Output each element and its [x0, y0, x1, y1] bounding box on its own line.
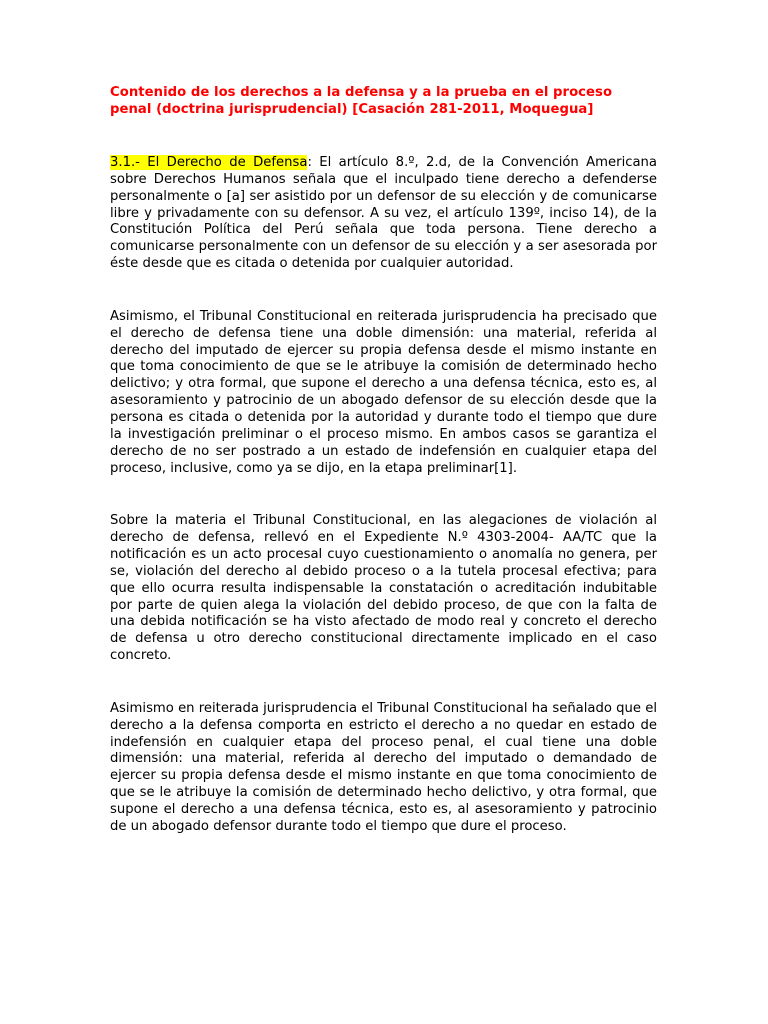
paragraph-derecho-defensa: [110, 155, 657, 273]
paragraph-tribunal-doble-dimension: [110, 309, 657, 477]
paragraph-indefension: [110, 701, 657, 836]
paragraph-text: : El artículo 8.º, 2.d, de la Convención Americana sobre Derechos Humanos señala que el inculpado tiene derecho a defenderse personalmente o [a] ser asistido por un defensor de su elección y de comunicarse libre y privadamente con su defensor. A su vez, el artículo 139º, inciso 14), de la Constitución Política del Perú señala que toda persona. Tiene derecho a comunicarse personalmente con un defensor de su elección y a ser asesorada por éste desde que es citada o detenida por cualquier autoridad.: [110, 155, 658, 272]
paragraph-text: Sobre la materia el Tribunal Constitucional, en las alegaciones de violación al derecho de defensa, rellevó en el Expediente N.º 4303-2004- AA/TC que la notificación es un acto procesal cuyo cuestionamiento o anomalía no genera, per se, violación del derecho al debido proceso o a la tutela procesal efectiva; para que ello ocurra resulta indispensable la constatación o acreditación indubitable por parte de quien alega la violación del debido proceso, de que con la falta de una debida notificación se ha visto afectado de modo real y concreto el derecho de defensa u otro derecho constitucional directamente implicado en el caso concreto.: [110, 513, 657, 664]
document-title: Contenido de los derechos a la defensa y a la prueba en el proceso penal (doctrina jurisprudencial) [Casación 281-2011, Moquegua]: [110, 85, 613, 117]
paragraph-text: Asimismo, el Tribunal Constitucional en reiterada jurisprudencia ha precisado que el derecho de defensa tiene una doble dimensión: una material, referida al derecho del imputado de ejercer su propia defensa desde el mismo instante en que toma conocimiento de que se le atribuye la comisión de determinado hecho delictivo; y otra formal, que supone el derecho a una defensa técnica, esto es, al asesoramiento y patrocinio de un abogado defensor de su elección desde que la persona es citada o detenida por la autoridad y durante todo el tiempo que dure la investigación preliminar o el proceso mismo. En ambos casos se garantiza el derecho de no ser postrado a un estado de indefensión en cualquier etapa del proceso, inclusive, como ya se dijo, en la etapa preliminar[1].: [110, 308, 657, 476]
paragraph-text: Asimismo en reiterada jurisprudencia el Tribunal Constitucional ha señalado que el derecho a la defensa comporta en estricto el derecho a no quedar en estado de indefensión en cualquier etapa del proceso penal, el cual tiene una doble dimensión: una material, referida al derecho del imputado o demandado de ejercer su propia defensa desde el mismo instante en que toma conocimiento de que se le atribuye la comisión de determinado hecho delictivo, y otra formal, que supone el derecho a una defensa técnica, esto es, al asesoramiento y patrocinio de un abogado defensor durante todo el tiempo que dure el proceso.: [110, 700, 657, 834]
section-heading-highlighted: 3.1.- El Derecho de Defensa: [110, 155, 308, 170]
document-page: [110, 84, 657, 872]
paragraph-notificacion: [110, 513, 657, 665]
